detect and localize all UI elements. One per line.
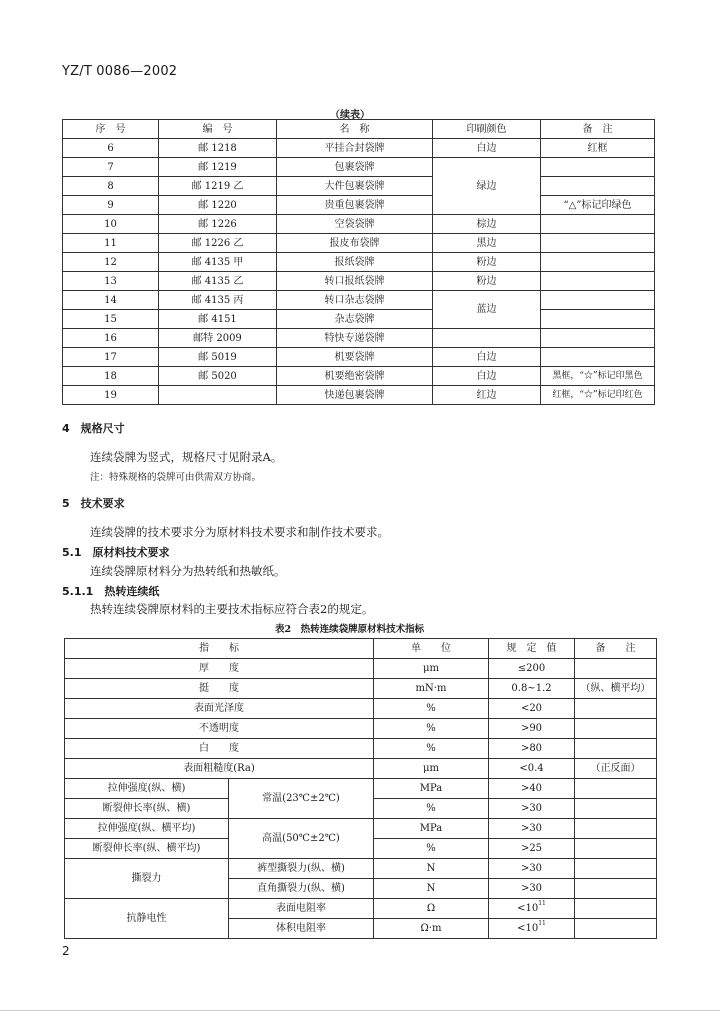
cell-remark (541, 329, 655, 348)
cell-value: >30 (489, 799, 575, 819)
cell-no: 15 (63, 310, 159, 329)
cell-color: 白边 (433, 367, 541, 386)
cell-name: 包裹袋牌 (277, 158, 433, 177)
cell-remark (541, 272, 655, 291)
cell-unit: μm (374, 759, 489, 779)
section-5-1-1-text: 热转连续袋牌原材料的主要技术指标应符合表2的规定。 (90, 602, 374, 616)
table-row (63, 272, 655, 291)
value-exponent: 11 (538, 900, 546, 907)
table-row (63, 386, 655, 405)
cell-color-merged-green: 绿边 (433, 158, 541, 215)
value-base: <10 (517, 923, 539, 934)
cell-indicator: 断裂伸长率(纵、横平均) (65, 839, 229, 859)
cell-color (433, 329, 541, 348)
table-row (63, 139, 655, 158)
cell-color: 黑边 (433, 234, 541, 253)
table-2-caption: 表2 热转连续袋牌原材料技术指标 (275, 624, 425, 635)
cell-unit: % (374, 839, 489, 859)
cell-remark (575, 859, 657, 879)
cell-remark: 红框 (541, 139, 655, 158)
cell-name: 转口杂志袋牌 (277, 291, 433, 310)
cell-remark: （纵、横平均） (575, 679, 657, 699)
section-4-note: 注：特殊规格的袋牌可由供需双方协商。 (90, 472, 262, 483)
table-row (65, 759, 657, 779)
cell-no: 17 (63, 348, 159, 367)
cell-value: >25 (489, 839, 575, 859)
cell-remark (575, 799, 657, 819)
cell-code: 邮 4135 乙 (159, 272, 277, 291)
col-header-unit: 单 位 (374, 639, 489, 659)
cell-remark (575, 819, 657, 839)
cell-code: 邮 4151 (159, 310, 277, 329)
table-row (63, 158, 655, 177)
cell-code: 邮 5020 (159, 367, 277, 386)
cell-remark (575, 699, 657, 719)
cell-no: 11 (63, 234, 159, 253)
document-code: YZ/T 0086—2002 (62, 64, 178, 79)
cell-code (159, 386, 277, 405)
table-continued-label: （续表） (330, 110, 370, 121)
cell-no: 13 (63, 272, 159, 291)
table-row (63, 291, 655, 310)
col-header-indicator: 指 标 (65, 639, 374, 659)
table-row (65, 899, 657, 919)
cell-color: 粉边 (433, 272, 541, 291)
cell-indicator: 表面光泽度 (65, 699, 374, 719)
cell-unit: MPa (374, 819, 489, 839)
cell-unit: % (374, 799, 489, 819)
cell-no: 7 (63, 158, 159, 177)
cell-name: 特快专递袋牌 (277, 329, 433, 348)
cell-unit: % (374, 719, 489, 739)
cell-value: >30 (489, 859, 575, 879)
cell-normal-temp: 常温(23℃±2℃) (229, 779, 374, 819)
table-row (63, 329, 655, 348)
cell-no: 10 (63, 215, 159, 234)
table-row (63, 253, 655, 272)
table-row (65, 679, 657, 699)
table-row (63, 234, 655, 253)
cell-name: 大件包裹袋牌 (277, 177, 433, 196)
section-5-1-text: 连续袋牌原材料分为热转纸和热敏纸。 (90, 564, 286, 578)
cell-value: >80 (489, 739, 575, 759)
cell-remark: （正反面） (575, 759, 657, 779)
cell-color-merged-blue: 蓝边 (433, 291, 541, 329)
cell-remark (541, 253, 655, 272)
cell-code: 邮 1226 乙 (159, 234, 277, 253)
cell-value (489, 919, 575, 939)
cell-high-temp: 高温(50℃±2℃) (229, 819, 374, 859)
table-row (65, 819, 657, 839)
cell-unit: Ω·m (374, 919, 489, 939)
cell-name: 机要袋牌 (277, 348, 433, 367)
cell-tear: 撕裂力 (65, 859, 229, 899)
cell-unit: μm (374, 659, 489, 679)
cell-name: 贵重包裹袋牌 (277, 196, 433, 215)
section-5-1-1-title: 5.1.1 热转连续纸 (62, 585, 160, 598)
cell-indicator: 不透明度 (65, 719, 374, 739)
cell-name: 快递包裹袋牌 (277, 386, 433, 405)
cell-value: >90 (489, 719, 575, 739)
cell-remark (575, 659, 657, 679)
cell-remark (575, 719, 657, 739)
cell-no: 9 (63, 196, 159, 215)
cell-unit: MPa (374, 779, 489, 799)
cell-value: >30 (489, 879, 575, 899)
col-header-no: 序 号 (63, 120, 159, 139)
table-row (65, 719, 657, 739)
cell-remark (541, 234, 655, 253)
cell-value: <20 (489, 699, 575, 719)
cell-code: 邮 1226 (159, 215, 277, 234)
cell-remark (541, 348, 655, 367)
cell-indicator: 断裂伸长率(纵、横) (65, 799, 229, 819)
cell-indicator: 厚 度 (65, 659, 374, 679)
table-row (65, 739, 657, 759)
table-row (63, 177, 655, 196)
cell-remark (541, 215, 655, 234)
material-spec-table (64, 638, 657, 939)
cell-code: 邮 1219 乙 (159, 177, 277, 196)
table-row (63, 348, 655, 367)
cell-name: 机要绝密袋牌 (277, 367, 433, 386)
cell-remark (575, 739, 657, 759)
cell-code: 邮 5019 (159, 348, 277, 367)
cell-remark (575, 899, 657, 919)
cell-unit: mN·m (374, 679, 489, 699)
cell-code: 邮 1219 (159, 158, 277, 177)
cell-color: 白边 (433, 139, 541, 158)
cell-indicator: 挺 度 (65, 679, 374, 699)
cell-sub-indicator: 表面电阻率 (229, 899, 374, 919)
cell-color: 红边 (433, 386, 541, 405)
cell-sub-indicator: 直角撕裂力(纵、横) (229, 879, 374, 899)
cell-value: ≤200 (489, 659, 575, 679)
cell-remark: 黑框，“☆”标记印黑色 (541, 367, 655, 386)
table-row (63, 215, 655, 234)
cell-remark (541, 158, 655, 177)
cell-code: 邮特 2009 (159, 329, 277, 348)
cell-color: 粉边 (433, 253, 541, 272)
cell-unit: N (374, 879, 489, 899)
table-row (63, 367, 655, 386)
cell-remark (575, 779, 657, 799)
cell-name: 平挂合封袋牌 (277, 139, 433, 158)
cell-no: 8 (63, 177, 159, 196)
cell-indicator: 拉伸强度(纵、横) (65, 779, 229, 799)
cell-code: 邮 4135 丙 (159, 291, 277, 310)
table-header-row (63, 120, 655, 139)
cell-indicator: 拉伸强度(纵、横平均) (65, 819, 229, 839)
cell-sub-indicator: 裤型撕裂力(纵、横) (229, 859, 374, 879)
cell-no: 19 (63, 386, 159, 405)
cell-remark (541, 310, 655, 329)
cell-no: 18 (63, 367, 159, 386)
section-4-text: 连续袋牌为竖式，规格尺寸见附录A。 (90, 450, 283, 464)
cell-no: 16 (63, 329, 159, 348)
section-4-title: 4 规格尺寸 (62, 422, 125, 435)
value-base: <10 (517, 903, 539, 914)
cell-code: 邮 1218 (159, 139, 277, 158)
cell-sub-indicator: 体积电阻率 (229, 919, 374, 939)
section-5-text: 连续袋牌的技术要求分为原材料技术要求和制作技术要求。 (90, 525, 389, 539)
cell-value: >30 (489, 819, 575, 839)
page-bottom-rule (0, 1010, 720, 1011)
col-header-code: 编 号 (159, 120, 277, 139)
cell-indicator: 表面粗糙度(Ra) (65, 759, 374, 779)
table-row (63, 196, 655, 215)
cell-no: 14 (63, 291, 159, 310)
cell-remark: “△”标记印绿色 (541, 196, 655, 215)
cell-value (489, 899, 575, 919)
cell-antistatic: 抗静电性 (65, 899, 229, 939)
cell-unit: % (374, 699, 489, 719)
cell-color: 棕边 (433, 215, 541, 234)
table-header-row (65, 639, 657, 659)
cell-value: <0.4 (489, 759, 575, 779)
cell-name: 杂志袋牌 (277, 310, 433, 329)
cell-code: 邮 4135 甲 (159, 253, 277, 272)
cell-value: 0.8~1.2 (489, 679, 575, 699)
cell-code: 邮 1220 (159, 196, 277, 215)
cell-name: 报纸袋牌 (277, 253, 433, 272)
col-header-remark: 备 注 (541, 120, 655, 139)
cell-name: 空袋袋牌 (277, 215, 433, 234)
cell-remark (575, 879, 657, 899)
cell-color: 白边 (433, 348, 541, 367)
col-header-color: 印刷颜色 (433, 120, 541, 139)
cell-remark (575, 919, 657, 939)
cell-no: 6 (63, 139, 159, 158)
table-row (65, 659, 657, 679)
cell-unit: % (374, 739, 489, 759)
table-row (65, 699, 657, 719)
section-5-1-title: 5.1 原材料技术要求 (62, 546, 170, 559)
cell-remark: 红框，“☆”标记印红色 (541, 386, 655, 405)
cell-remark (575, 839, 657, 859)
cell-unit: Ω (374, 899, 489, 919)
col-header-name: 名 称 (277, 120, 433, 139)
cell-no: 12 (63, 253, 159, 272)
cell-value: >40 (489, 779, 575, 799)
table-row (65, 859, 657, 879)
col-header-value: 规 定 值 (489, 639, 575, 659)
cell-unit: N (374, 859, 489, 879)
cell-indicator: 白 度 (65, 739, 374, 759)
page-number: 2 (62, 944, 70, 958)
cell-name: 转口报纸袋牌 (277, 272, 433, 291)
section-5-title: 5 技术要求 (62, 497, 125, 510)
table-row (63, 310, 655, 329)
value-exponent: 11 (538, 920, 546, 927)
cell-name: 报皮布袋牌 (277, 234, 433, 253)
col-header-remark: 备 注 (575, 639, 657, 659)
cell-remark (541, 291, 655, 310)
table-row (65, 779, 657, 799)
cell-remark (541, 177, 655, 196)
bag-tag-table (62, 119, 655, 405)
